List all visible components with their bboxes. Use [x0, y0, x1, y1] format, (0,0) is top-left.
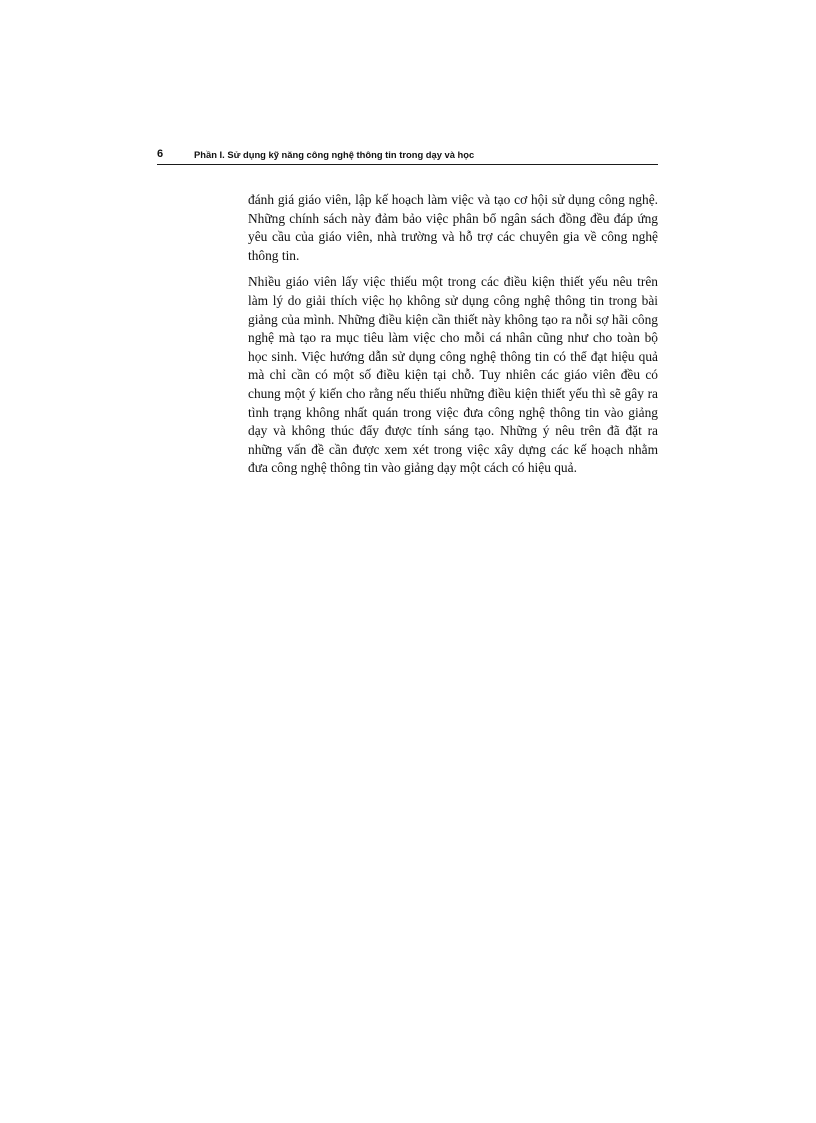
paragraph-1: đánh giá giáo viên, lập kế hoạch làm việc và tạo cơ hội sử dụng công nghệ. Những chính sách này đảm bảo việc phân bổ ngân sách đồng đều đáp ứng yêu cầu của giáo viên, nhà trường và hỗ trợ các chuyên gia về công nghệ thông tin. [248, 192, 658, 263]
page-number: 6 [157, 148, 164, 160]
running-header-title: Phần I. Sử dụng kỹ năng công nghệ thông tin trong dạy và học [194, 149, 475, 160]
running-header [157, 148, 658, 165]
body-text [248, 191, 658, 478]
paragraph-2: Nhiều giáo viên lấy việc thiếu một trong các điều kiện thiết yếu nêu trên làm lý do giải thích việc họ không sử dụng công nghệ thông tin trong bài giảng của mình. Những điều kiện cần thiết này không tạo ra nỗi sợ hãi công nghệ mà tạo ra mục tiêu làm việc cho mỗi cá nhân cũng như cho toàn bộ học sinh. Việc hướng dẫn sử dụng công nghệ thông tin có thể đạt hiệu quả mà chỉ cần có một số điều kiện tại chỗ. Tuy nhiên các giáo viên đều có chung một ý kiến cho rằng nếu thiếu những điều kiện thiết yếu thì sẽ gây ra tình trạng không nhất quán trong việc đưa công nghệ thông tin vào giảng dạy và không thúc đẩy được tính sáng tạo. Những ý nêu trên đã đặt ra những vấn đề cần được xem xét trong việc xây dựng các kế hoạch nhằm đưa công nghệ thông tin vào giảng dạy một cách có hiệu quả. [248, 274, 658, 476]
